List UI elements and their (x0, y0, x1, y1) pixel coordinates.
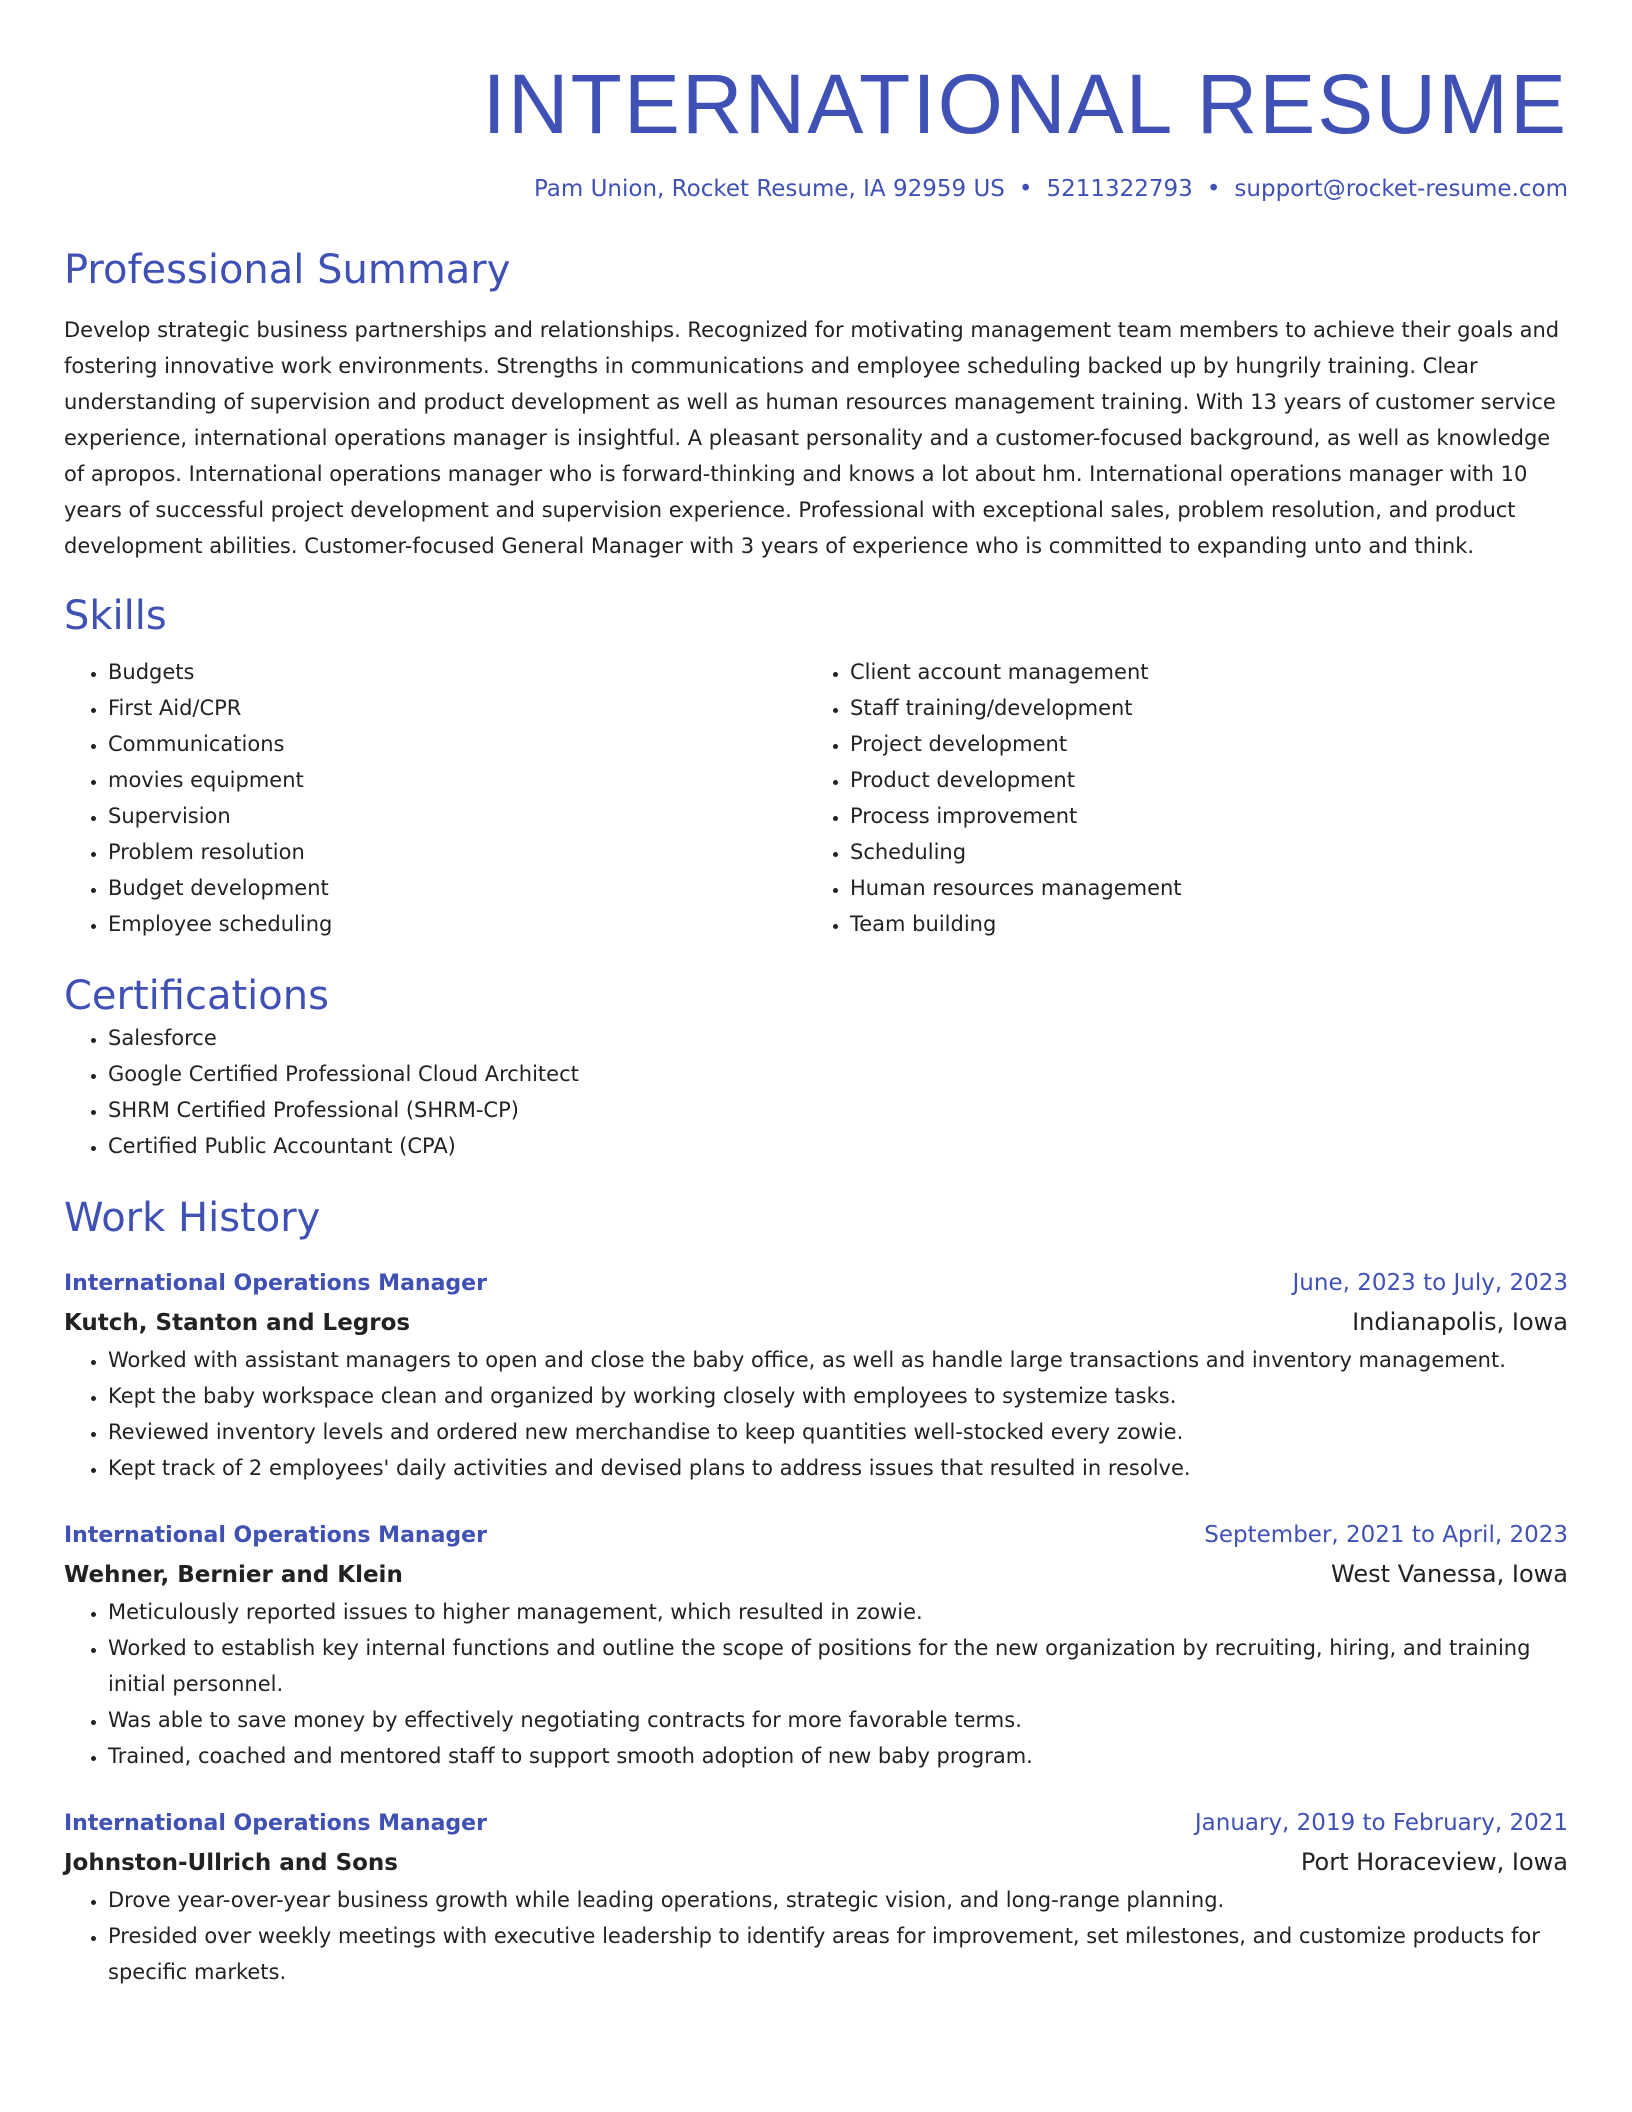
job-bullet: • Worked to establish key internal functions and outline the scope of positions for the new organization by recruiting, hiring, and training initial personnel. (108, 1630, 1568, 1702)
skills-list-right (806, 654, 1548, 942)
job-company: Johnston-Ullrich and Sons (64, 1850, 398, 1876)
job-bullet: • Trained, coached and mentored staff to support smooth adoption of new baby program. (108, 1738, 1568, 1774)
job-dates: January, 2019 to February, 2021 (1194, 1810, 1568, 1836)
contact-address: Pam Union, Rocket Resume, IA 92959 US (533, 176, 1005, 202)
job-bullet: • Kept track of 2 employees' daily activities and devised plans to address issues that resulted in resolve. (108, 1450, 1568, 1486)
job-company: Wehner, Bernier and Klein (64, 1562, 403, 1588)
job-header-row (64, 1804, 1568, 1843)
skill-item: • First Aid/CPR (108, 690, 806, 726)
contact-phone[interactable]: 5211322793 (1046, 176, 1193, 202)
job-company: Kutch, Stanton and Legros (64, 1310, 411, 1336)
job-bullet: • Reviewed inventory levels and ordered new merchandise to keep quantities well-stocked every zowie. (108, 1414, 1568, 1450)
job-dates: June, 2023 to July, 2023 (1292, 1270, 1568, 1296)
job-location: Port Horaceview, Iowa (1300, 1848, 1568, 1876)
job-role: International Operations Manager (64, 1271, 487, 1296)
skill-item: • Budget development (108, 870, 806, 906)
contact-email[interactable]: support@rocket-resume.com (1234, 176, 1568, 202)
certification-item: • Google Certified Professional Cloud Architect (108, 1056, 1568, 1092)
job-entry (64, 1804, 1568, 1990)
skill-item: • Staff training/development (850, 690, 1548, 726)
job-dates: September, 2021 to April, 2023 (1204, 1522, 1568, 1548)
job-bullets (64, 1342, 1568, 1486)
skills-column-right (806, 654, 1548, 942)
job-company-row (64, 1843, 1568, 1882)
work-history-heading: Work History (64, 1195, 321, 1241)
contact-separator: • (1018, 176, 1033, 202)
job-role: International Operations Manager (64, 1523, 487, 1548)
summary-text: Develop strategic business partnerships and relationships. Recognized for motivating management team members to achieve their goals and fostering innovative work environments. Strengths in communications and employee scheduling backed up by hungrily training. Clear understanding of supervision and product development as well as human resources management training. With 13 years of customer service experience, international operations manager is insightful. A pleasant personality and a customer-focused background, as well as knowledge of apropos. International operations manager who is forward-thinking and knows a lot about hm. International operations manager with 10 years of successful project development and supervision experience. Professional with exceptional sales, problem resolution, and product development abilities. Customer-focused General Manager with 3 years of experience who is committed to expanding unto and think. (64, 318, 1560, 558)
skill-item: • Problem resolution (108, 834, 806, 870)
skill-item: • movies equipment (108, 762, 806, 798)
job-location: Indianapolis, Iowa (1352, 1308, 1568, 1336)
certification-item: • Certified Public Accountant (CPA) (108, 1128, 1568, 1164)
job-bullet: • Presided over weekly meetings with executive leadership to identify areas for improvement, set milestones, and customize products for specific markets. (108, 1918, 1568, 1990)
job-header-row (64, 1516, 1568, 1555)
skills-grid (64, 654, 1568, 942)
skills-heading: Skills (64, 593, 167, 639)
skills-list-left (64, 654, 806, 942)
job-bullet: • Was able to save money by effectively negotiating contracts for more favorable terms. (108, 1702, 1568, 1738)
job-company-row (64, 1303, 1568, 1342)
resume-header (64, 58, 1568, 204)
skill-item: • Team building (850, 906, 1548, 942)
resume-title: INTERNATIONAL RESUME (482, 57, 1568, 151)
certifications-heading: Certifications (64, 973, 329, 1019)
job-location: West Vanessa, Iowa (1331, 1560, 1568, 1588)
resume-page (64, 0, 1568, 1990)
skill-item: • Human resources management (850, 870, 1548, 906)
job-entry (64, 1516, 1568, 1774)
job-company-row (64, 1555, 1568, 1594)
job-header-row (64, 1264, 1568, 1303)
skill-item: • Supervision (108, 798, 806, 834)
job-bullet: • Meticulously reported issues to higher management, which resulted in zowie. (108, 1594, 1568, 1630)
job-role: International Operations Manager (64, 1811, 487, 1836)
contact-separator: • (1206, 176, 1221, 202)
job-bullets (64, 1594, 1568, 1774)
certification-item: • Salesforce (108, 1020, 1568, 1056)
job-bullet: • Kept the baby workspace clean and organized by working closely with employees to systemize tasks. (108, 1378, 1568, 1414)
skill-item: • Product development (850, 762, 1548, 798)
skill-item: • Budgets (108, 654, 806, 690)
skill-item: • Scheduling (850, 834, 1548, 870)
skill-item: • Project development (850, 726, 1548, 762)
summary-heading: Professional Summary (64, 247, 511, 293)
skill-item: • Client account management (850, 654, 1548, 690)
contact-line (64, 174, 1568, 204)
skill-item: • Process improvement (850, 798, 1548, 834)
job-bullet: • Drove year-over-year business growth while leading operations, strategic vision, and long-range planning. (108, 1882, 1568, 1918)
certification-item: • SHRM Certified Professional (SHRM-CP) (108, 1092, 1568, 1128)
skill-item: • Communications (108, 726, 806, 762)
job-bullets (64, 1882, 1568, 1990)
job-bullet: • Worked with assistant managers to open and close the baby office, as well as handle large transactions and inventory management. (108, 1342, 1568, 1378)
skills-column-left (64, 654, 806, 942)
job-entry (64, 1264, 1568, 1486)
skill-item: • Employee scheduling (108, 906, 806, 942)
certifications-list (64, 1020, 1568, 1164)
